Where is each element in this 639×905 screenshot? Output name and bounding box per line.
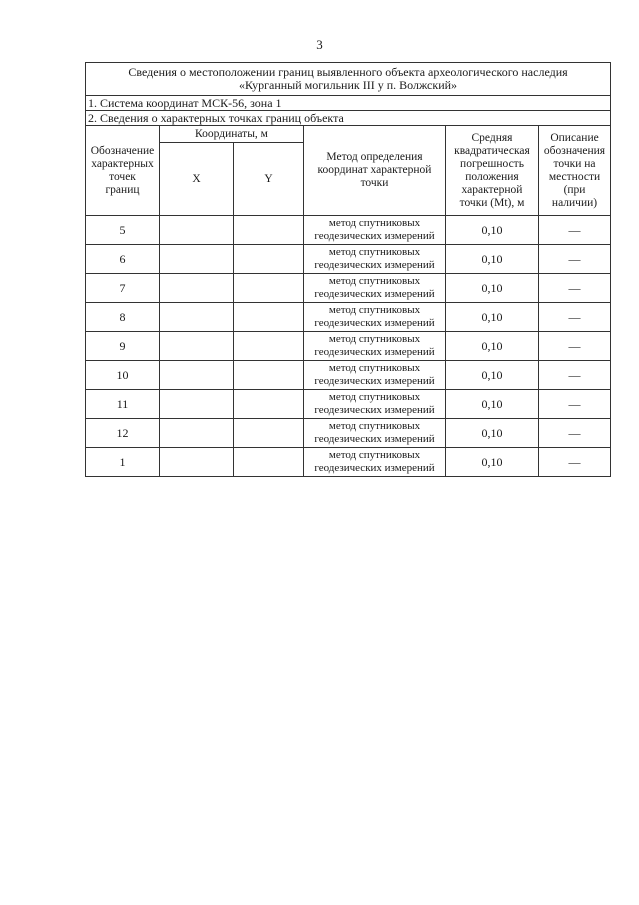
table-title <box>86 63 611 96</box>
header-coordinates: Координаты, м <box>160 126 304 143</box>
error-cell: 0,10 <box>446 448 539 477</box>
table-row <box>86 332 611 361</box>
point-number-cell: 9 <box>86 332 160 361</box>
point-number-cell: 1 <box>86 448 160 477</box>
method-cell: метод спутниковых геодезических измерений <box>304 303 446 332</box>
method-cell: метод спутниковых геодезических измерений <box>304 245 446 274</box>
description-cell: — <box>539 419 611 448</box>
method-cell: метод спутниковых геодезических измерений <box>304 332 446 361</box>
y-cell <box>234 390 304 419</box>
point-number-cell: 5 <box>86 216 160 245</box>
x-cell <box>160 332 234 361</box>
table-row <box>86 245 611 274</box>
point-number-cell: 10 <box>86 361 160 390</box>
x-cell <box>160 361 234 390</box>
point-number-cell: 12 <box>86 419 160 448</box>
table-row <box>86 419 611 448</box>
header-mean-error: Средняя квадратическая погрешность положения характерной точки (Mt), м <box>446 126 539 216</box>
header-point-designation: Обозначение характерных точек границ <box>86 126 160 216</box>
table-row <box>86 361 611 390</box>
x-cell <box>160 419 234 448</box>
description-cell: — <box>539 361 611 390</box>
description-cell: — <box>539 245 611 274</box>
x-cell <box>160 245 234 274</box>
method-cell: метод спутниковых геодезических измерений <box>304 361 446 390</box>
y-cell <box>234 448 304 477</box>
x-cell <box>160 303 234 332</box>
table-title-line2: «Курганный могильник III у п. Волжский» <box>238 78 458 92</box>
error-cell: 0,10 <box>446 332 539 361</box>
header-y: Y <box>234 143 304 216</box>
error-cell: 0,10 <box>446 390 539 419</box>
method-cell: метод спутниковых геодезических измерений <box>304 419 446 448</box>
points-section-line: 2. Сведения о характерных точках границ объекта <box>86 111 611 126</box>
page-number: 3 <box>316 37 323 52</box>
description-cell: — <box>539 303 611 332</box>
table-row <box>86 303 611 332</box>
description-cell: — <box>539 216 611 245</box>
x-cell <box>160 448 234 477</box>
method-cell: метод спутниковых геодезических измерений <box>304 448 446 477</box>
header-method: Метод определения координат характерной точки <box>304 126 446 216</box>
y-cell <box>234 303 304 332</box>
point-number-cell: 11 <box>86 390 160 419</box>
coordinate-system-line: 1. Система координат МСК-56, зона 1 <box>86 96 611 111</box>
y-cell <box>234 419 304 448</box>
x-cell <box>160 390 234 419</box>
x-cell <box>160 216 234 245</box>
error-cell: 0,10 <box>446 245 539 274</box>
y-cell <box>234 332 304 361</box>
description-cell: — <box>539 390 611 419</box>
x-cell <box>160 274 234 303</box>
method-cell: метод спутниковых геодезических измерений <box>304 390 446 419</box>
error-cell: 0,10 <box>446 303 539 332</box>
y-cell <box>234 216 304 245</box>
table-title-line1: Сведения о местоположении границ выявленного объекта археологического наследия <box>128 65 568 79</box>
point-number-cell: 8 <box>86 303 160 332</box>
table-row <box>86 216 611 245</box>
description-cell: — <box>539 274 611 303</box>
method-cell: метод спутниковых геодезических измерений <box>304 216 446 245</box>
point-number-cell: 6 <box>86 245 160 274</box>
table-row <box>86 274 611 303</box>
table-row <box>86 448 611 477</box>
boundary-points-table <box>85 62 611 477</box>
y-cell <box>234 361 304 390</box>
error-cell: 0,10 <box>446 274 539 303</box>
error-cell: 0,10 <box>446 419 539 448</box>
description-cell: — <box>539 448 611 477</box>
header-x: X <box>160 143 234 216</box>
y-cell <box>234 245 304 274</box>
method-cell: метод спутниковых геодезических измерений <box>304 274 446 303</box>
error-cell: 0,10 <box>446 216 539 245</box>
table-row <box>86 390 611 419</box>
header-description: Описание обозначения точки на местности (при наличии) <box>539 126 611 216</box>
y-cell <box>234 274 304 303</box>
description-cell: — <box>539 332 611 361</box>
error-cell: 0,10 <box>446 361 539 390</box>
point-number-cell: 7 <box>86 274 160 303</box>
